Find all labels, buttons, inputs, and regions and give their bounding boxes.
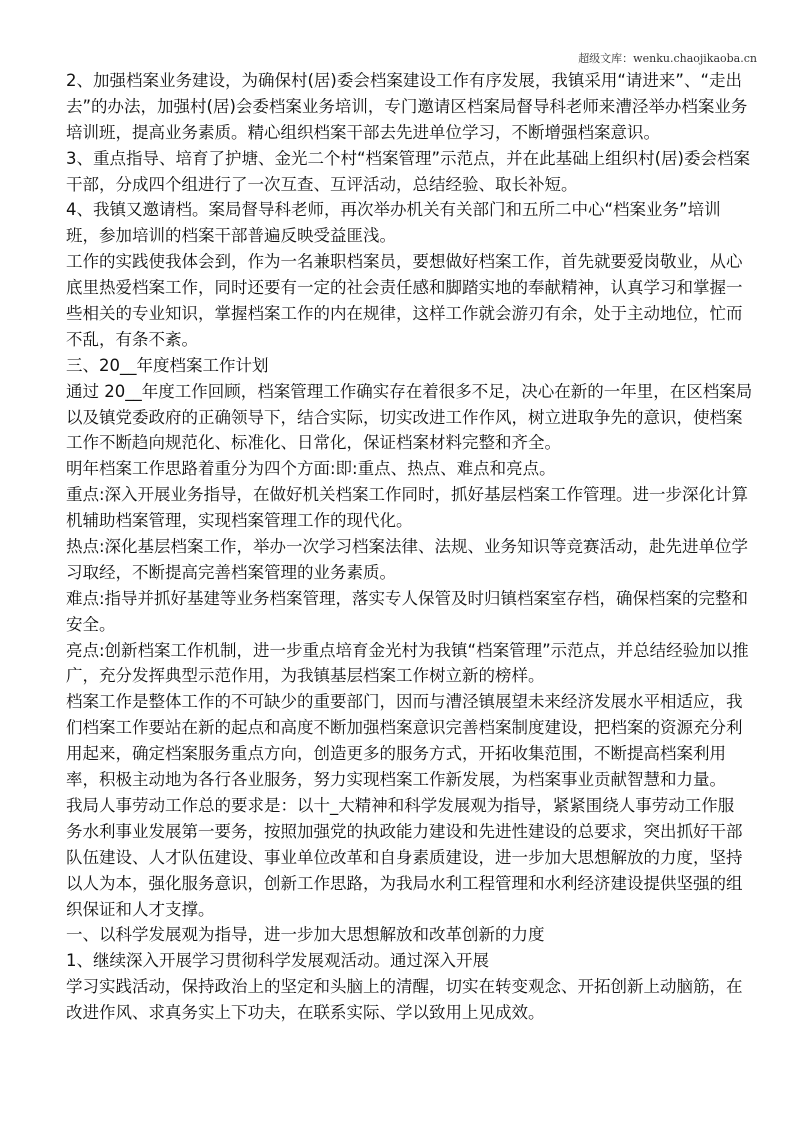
paragraph — [66, 638, 749, 690]
text-line: 率，积极主动地为各行各业服务，努力实现档案工作新发展，为档案事业贡献智慧和力量。 — [66, 770, 726, 790]
paragraph — [66, 456, 746, 482]
text-line: 改进作风、求真务实上下功夫，在联系实际、学以致用上见成效。 — [66, 1003, 545, 1023]
text-line: 些相关的专业知识，掌握档案工作的内在规律，这样工作就会游刃有余，处于主动地位，忙而 — [66, 304, 743, 324]
paragraph — [66, 249, 746, 353]
paragraph — [66, 379, 753, 457]
text-line: 我局人事劳动工作总的要求是：以十_大精神和科学发展观为指导，紧紧围绕人事劳动工作服 — [66, 795, 735, 815]
text-line: 干部，分成四个组进行了一次互查、互评活动，总结经验、取长补短。 — [66, 174, 578, 194]
text-line: 重点:深入开展业务指导，在做好机关档案工作同时，抓好基层档案工作管理。进一步深化计算 — [66, 485, 749, 505]
text-line: 机辅助档案管理，实现档案管理工作的现代化。 — [66, 511, 413, 531]
text-line: 习取经，不断提高完善档案管理的业务素质。 — [66, 562, 396, 582]
paragraph — [66, 948, 746, 974]
text-line: 队伍建设、人才队伍建设、事业单位改革和自身素质建设，进一步加大思想解放的力度，坚持 — [66, 847, 743, 867]
document-body — [66, 68, 753, 1026]
text-line: 用起来，确定档案服务重点方向，创造更多的服务方式，开拓收集范围，不断提高档案利用 — [66, 744, 726, 764]
text-line: 以人为本，强化服务意识，创新工作思路，为我局水利工程管理和水利经济建设提供坚强的组 — [66, 873, 743, 893]
text-line: 们档案工作要站在新的起点和高度不断加强档案意识完善档案制度建设，把档案的资源充分利 — [66, 718, 743, 738]
paragraph — [66, 482, 749, 534]
text-line: 以及镇党委政府的正确领导下，结合实际，切实改进工作作风，树立进取争先的意识，使档案 — [66, 407, 743, 427]
text-line: 热点:深化基层档案工作，举办一次学习档案法律、法规、业务知识等竞赛活动，赴先进单位学 — [66, 537, 749, 557]
paragraph — [66, 146, 750, 198]
text-line: 务水利事业发展第一要务，按照加强党的执政能力建设和先进性建设的总要求，突出抓好干部 — [66, 821, 743, 841]
text-line: 班，参加培训的档案干部普遍反映受益匪浅。 — [66, 226, 396, 246]
text-line: 2、加强档案业务建设，为确保村(居)委会档案建设工作有序发展，我镇采用“请进来”、“走出 — [66, 71, 743, 90]
text-line: 培训班，提高业务素质。精心组织档案干部去先进单位学习，不断增强档案意识。 — [66, 122, 660, 142]
text-line: 3、重点指导、培育了护塘、金光二个村“档案管理”示范点，并在此基础上组织村(居)委会档案 — [66, 148, 750, 168]
paragraph — [66, 793, 746, 922]
paragraph — [66, 68, 746, 146]
text-line: 难点:指导并抓好基建等业务档案管理，落实专人保管及时归镇档案室存档，确保档案的完整和 — [66, 588, 749, 608]
paragraph — [66, 353, 746, 379]
text-line: 工作的实践使我体会到，作为一名兼职档案员，要想做好档案工作，首先就要爱岗敬业，从心 — [66, 252, 743, 272]
text-line: 安全。 — [66, 614, 116, 634]
text-line: 学习实践活动，保持政治上的坚定和头脑上的清醒，切实在转变观念、开拓创新上动脑筋，在 — [66, 977, 743, 997]
text-line: 一、以科学发展观为指导，进一步加大思想解放和改革创新的力度 — [66, 925, 545, 945]
text-line: 档案工作是整体工作的不可缺少的重要部门，因而与漕泾镇展望未来经济发展水平相适应，我 — [66, 692, 743, 712]
text-line: 广，充分发挥典型示范作用，为我镇基层档案工作树立新的榜样。 — [66, 666, 545, 686]
text-line: 织保证和人才支撑。 — [66, 899, 215, 919]
text-line: 1、继续深入开展学习贯彻科学发展观活动。通过深入开展 — [66, 951, 489, 971]
paragraph — [66, 922, 746, 948]
text-line: 三、20__年度档案工作计划 — [66, 355, 269, 375]
text-line: 工作不断趋向规范化、标准化、日常化，保证档案材料完整和齐全。 — [66, 433, 561, 453]
text-line: 底里热爱档案工作，同时还要有一定的社会责任感和脚踏实地的奉献精神，认真学习和掌握一 — [66, 278, 743, 298]
paragraph — [66, 197, 746, 249]
page-header-source: 超级文库：wenku.chaojikaoba.cn — [578, 52, 757, 65]
paragraph — [66, 689, 746, 793]
paragraph — [66, 974, 746, 1026]
text-line: 4、我镇又邀请档。案局督导科老师，再次举办机关有关部门和五所二中心“档案业务”培训 — [66, 200, 721, 220]
text-line: 不乱，有条不紊。 — [66, 329, 198, 349]
paragraph — [66, 534, 749, 586]
text-line: 亮点:创新档案工作机制，进一步重点培育金光村为我镇“档案管理”示范点，并总结经验加以推 — [66, 640, 749, 660]
paragraph — [66, 586, 749, 638]
text-line: 通过 20__年度工作回顾，档案管理工作确实存在着很多不足，决心在新的一年里，在区档案局 — [66, 381, 753, 401]
text-line: 明年档案工作思路着重分为四个方面:即:重点、热点、难点和亮点。 — [66, 459, 556, 479]
text-line: 去”的办法，加强村(居)会委档案业务培训，专门邀请区档案局督导科老师来漕泾举办档案业务 — [66, 96, 748, 116]
